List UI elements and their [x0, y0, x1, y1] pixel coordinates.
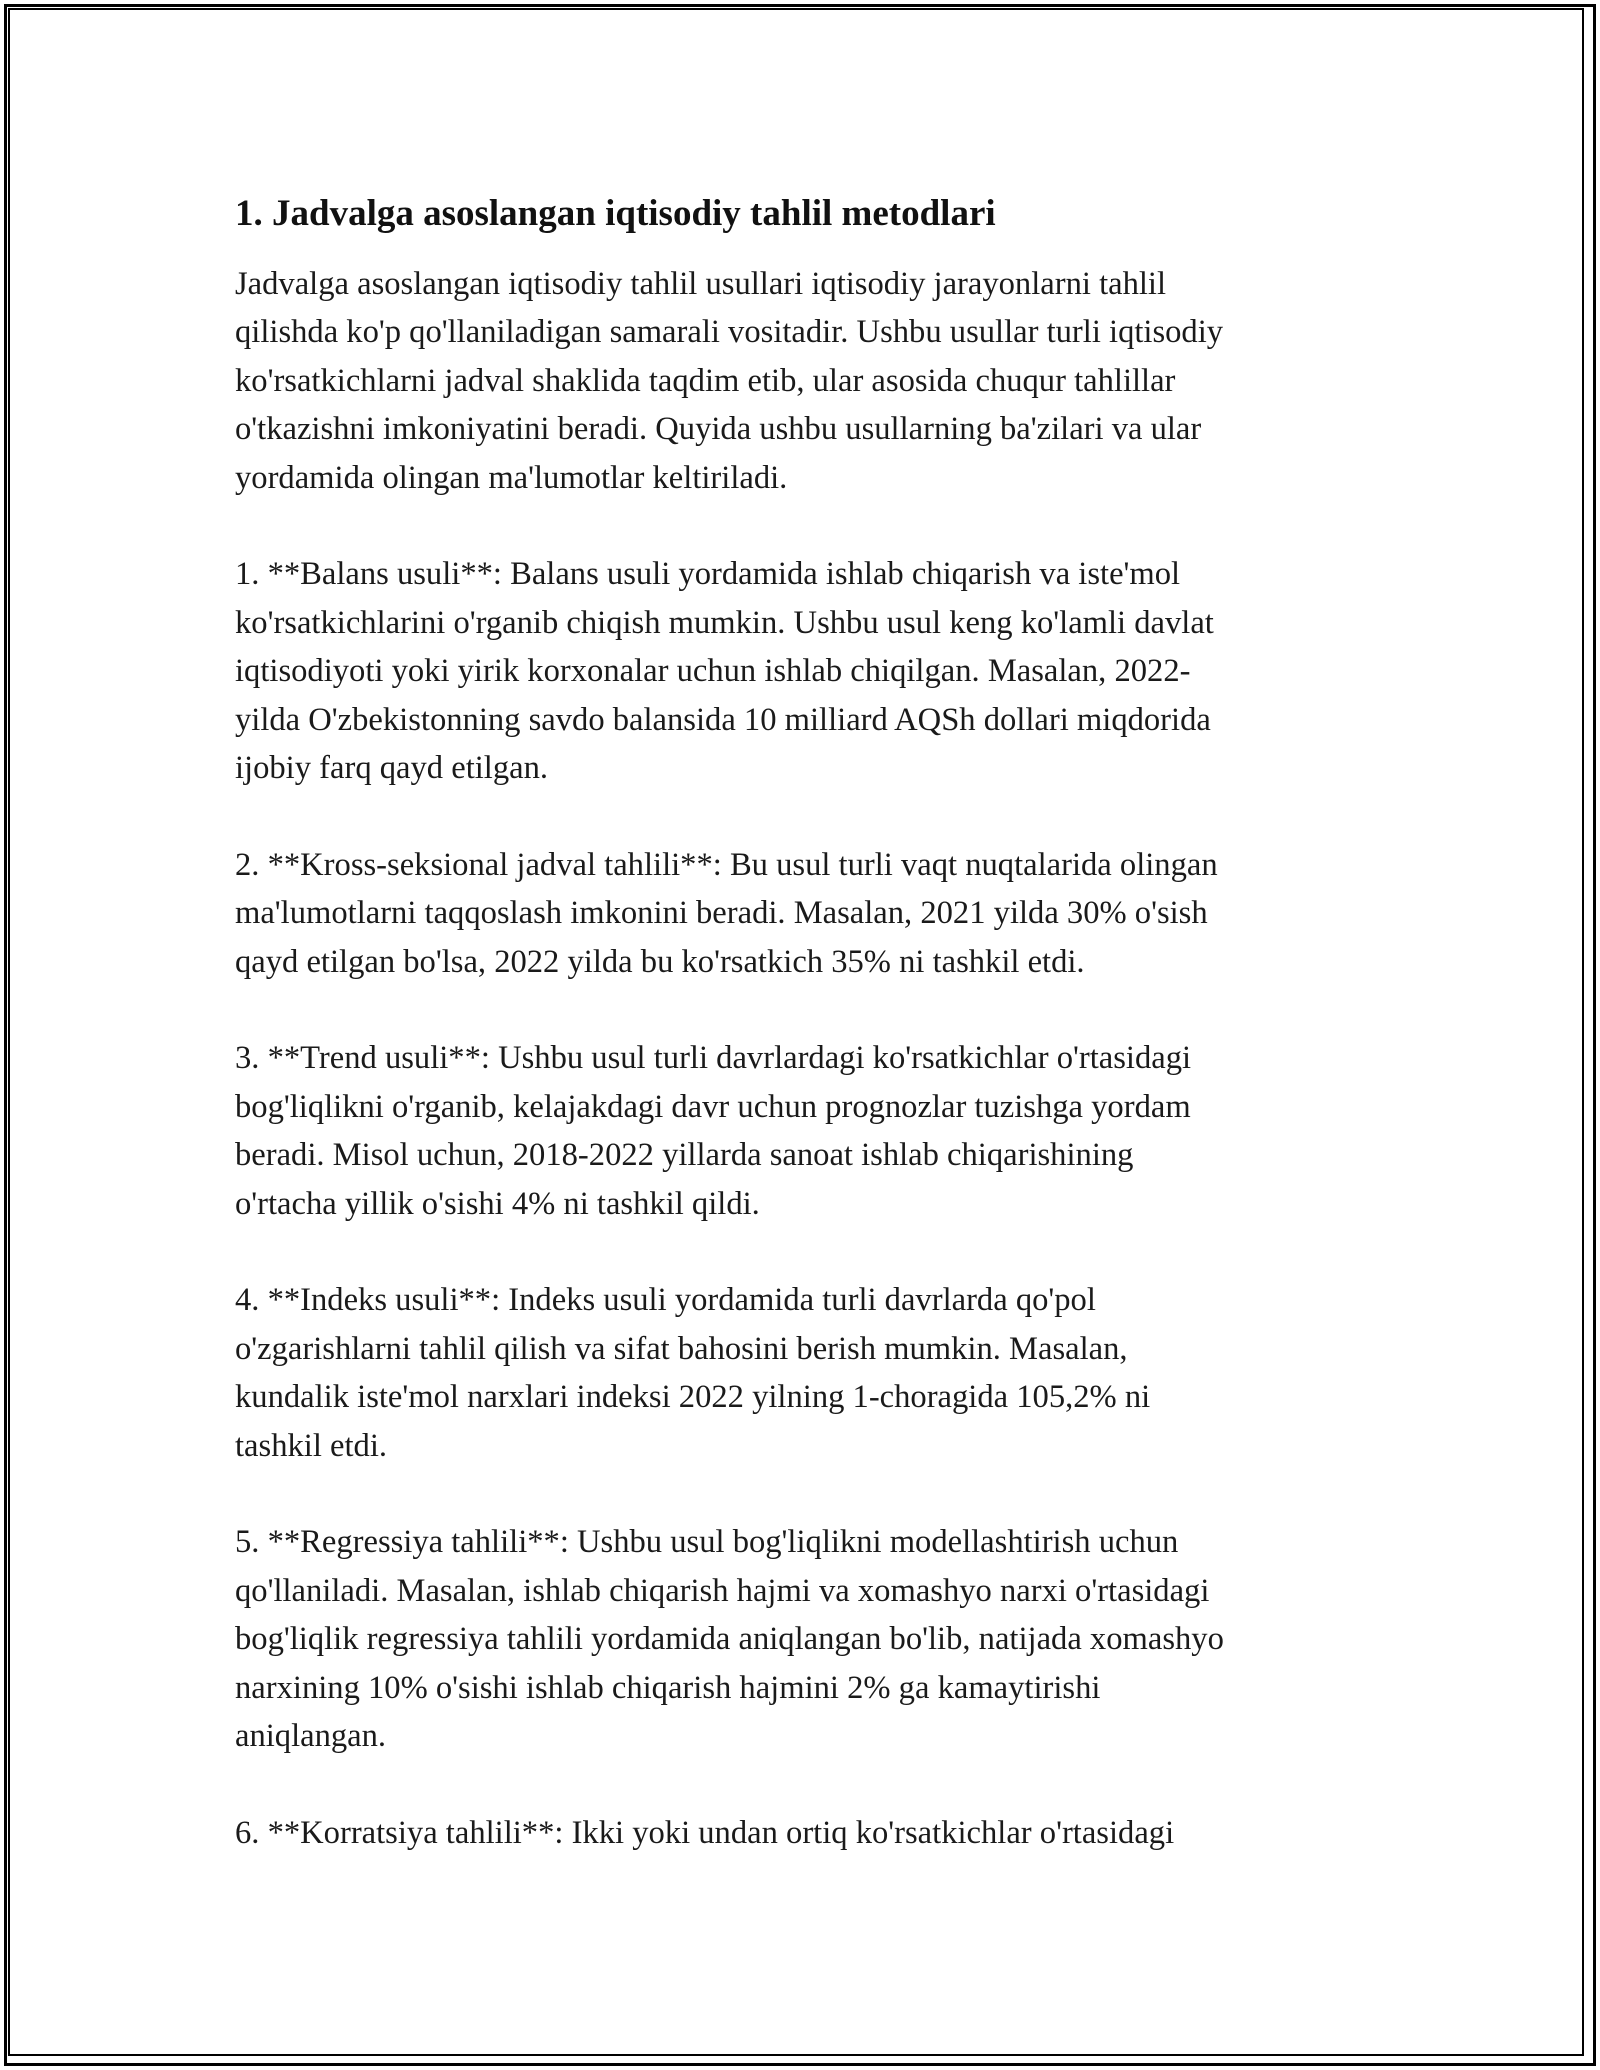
list-item-regressiya-tahlili: 5. **Regressiya tahlili**: Ushbu usul bog'liqlikni modellashtirish uchun qo'llaniladi. Masalan, ishlab chiqarish hajmi va xomashyo narxi o'rtasidagi bog'liqlik regressiya tahlili yordamida aniqlangan bo'lib, natijada xomashyo narxining 10% o'sishi ishlab chiqarish hajmini 2% ga kamaytirishi aniqlangan. — [235, 1524, 1224, 1755]
list-item-korratsiya-tahlili: 6. **Korratsiya tahlili**: Ikki yoki undan ortiq ko'rsatkichlar o'rtasidagi — [235, 1814, 1175, 1851]
list-item-trend-usuli: 3. **Trend usuli**: Ushbu usul turli davrlardagi ko'rsatkichlar o'rtasidagi bog'liqlikni o'rganib, kelajakdagi davr uchun prognozlar tuzishga yordam beradi. Misol uchun, 2018-2022 yillarda sanoat ishlab chiqarishining o'rtacha yillik o'sishi 4% ni tashkil qildi. — [235, 1040, 1192, 1222]
page-title: 1. Jadvalga asoslangan iqtisodiy tahlil metodlari — [235, 193, 996, 234]
list-item-kross-seksional: 2. **Kross-seksional jadval tahlili**: Bu usul turli vaqt nuqtalarida olingan ma'lumotlarni taqqoslash imkonini beradi. Masalan, 2021 yilda 30% o'sish qayd etilgan bo'lsa, 2022 yilda bu ko'rsatkich 35% ni tashkil etdi. — [235, 846, 1218, 980]
intro-paragraph: Jadvalga asoslangan iqtisodiy tahlil usullari iqtisodiy jarayonlarni tahlil qilishda ko'p qo'llaniladigan samarali vositadir. Ushbu usullar turli iqtisodiy ko'rsatkichlarni jadval shaklida taqdim etib, ular asosida chuqur tahlillar o'tkazishni imkoniyatini beradi. Quyida ushbu usullarning ba'zilari va ular yordamida olingan ma'lumotlar keltiriladi. — [235, 266, 1224, 496]
document-body — [235, 190, 1365, 1857]
list-item-balans-usuli: 1. **Balans usuli**: Balans usuli yordamida ishlab chiqarish va iste'mol ko'rsatkichlarini o'rganib chiqish mumkin. Ushbu usul keng ko'lamli davlat iqtisodiyoti yoki yirik korxonalar uchun ishlab chiqilgan. Masalan, 2022- yilda O'zbekistonning savdo balansida 10 milliard AQSh dollari miqdorida ijobiy farq qayd etilgan. — [235, 556, 1214, 787]
list-item-indeks-usuli: 4. **Indeks usuli**: Indeks usuli yordamida turli davrlarda qo'pol o'zgarishlarni tahlil qilish va sifat bahosini berish mumkin. Masalan, kundalik iste'mol narxlari indeksi 2022 yilning 1-choragida 105,2% ni tashkil etdi. — [235, 1282, 1151, 1464]
